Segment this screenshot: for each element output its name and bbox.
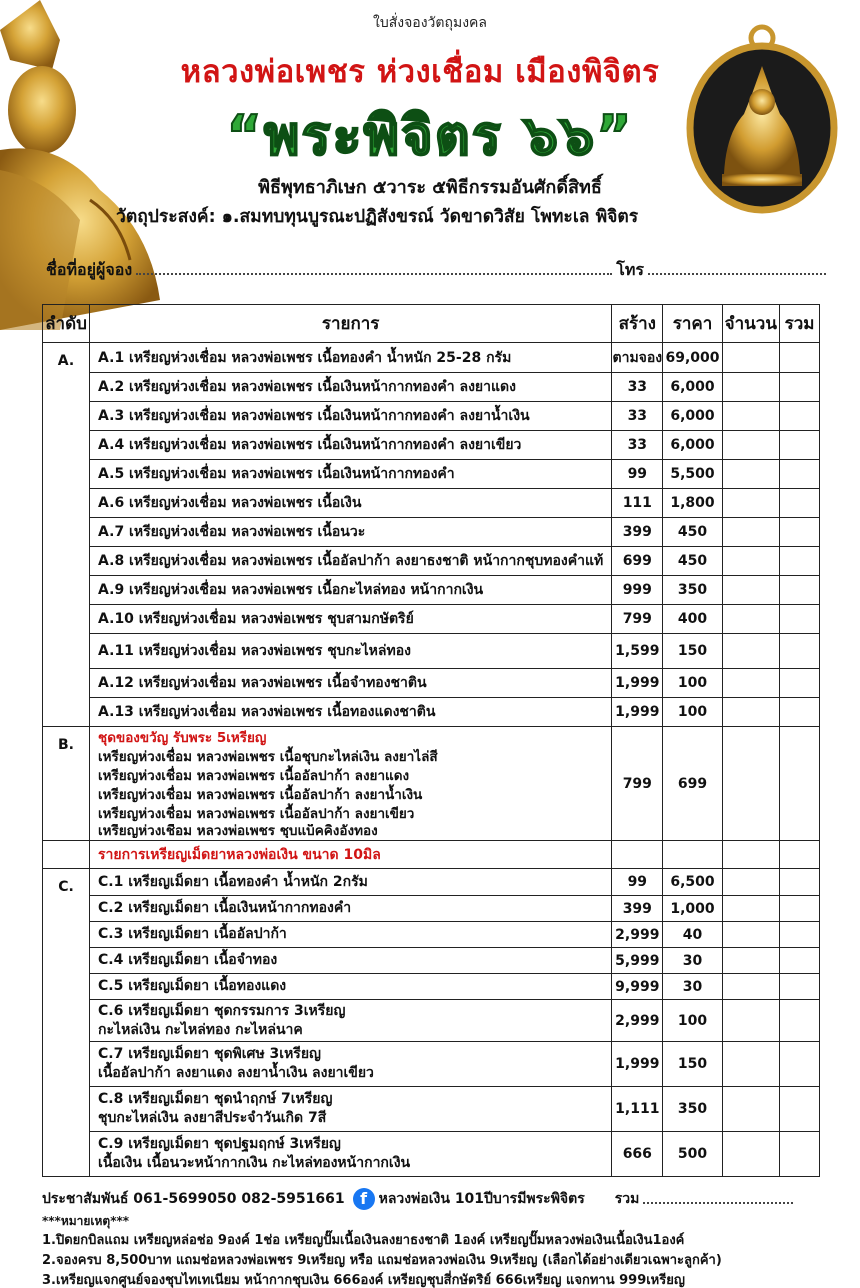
- section-label: B.: [43, 727, 90, 841]
- customer-info-line: [46, 258, 826, 283]
- item-made: 2,999: [612, 1000, 663, 1042]
- quantity-cell[interactable]: [722, 402, 779, 431]
- table-row: [43, 1000, 820, 1042]
- item-made: 399: [612, 518, 663, 547]
- objective-text: วัตถุประสงค์: ๑.สมทบทุนบูรณะปฏิสังขรณ์ วัดขาดวิสัย โพทะเล พิจิตร: [116, 207, 639, 227]
- table-row: [43, 634, 820, 669]
- table-row: [43, 373, 820, 402]
- item-name: A.7 เหรียญห่วงเชื่อม หลวงพ่อเพชร เนื้อนวะ: [90, 518, 612, 547]
- table-header-row: [43, 305, 820, 343]
- total-cell[interactable]: [780, 373, 820, 402]
- section-b: [43, 727, 820, 869]
- table-row: [43, 343, 820, 373]
- item-made: 1,999: [612, 1042, 663, 1087]
- item-name-line: C.9 เหรียญเม็ดยา ชุดปฐมฤกษ์ 3เหรียญ: [98, 1136, 341, 1152]
- total-cell[interactable]: [780, 547, 820, 576]
- quantity-cell[interactable]: [722, 922, 779, 948]
- quantity-cell[interactable]: [722, 698, 779, 727]
- phone-field[interactable]: [648, 263, 826, 275]
- item-made: 799: [612, 605, 663, 634]
- item-name: [90, 896, 612, 922]
- item-name: [90, 869, 612, 896]
- quantity-cell[interactable]: [722, 974, 779, 1000]
- item-name-line: ชุบกะไหล่เงิน ลงยาสีประจำวันเกิด 7สี: [98, 1110, 327, 1126]
- col-header-price: ราคา: [663, 305, 722, 343]
- table-row: [43, 869, 820, 896]
- footer: [42, 1188, 842, 1288]
- total-cell[interactable]: [780, 896, 820, 922]
- total-cell[interactable]: [780, 343, 820, 373]
- table-row: [43, 460, 820, 489]
- item-made: 1,111: [612, 1087, 663, 1132]
- item-made: 2,999: [612, 922, 663, 948]
- temple-title: หลวงพ่อเพชร ห่วงเชื่อม เมืองพิจิตร: [180, 54, 660, 90]
- table-row: [43, 1042, 820, 1087]
- total-cell[interactable]: [780, 634, 820, 669]
- total-cell[interactable]: [780, 922, 820, 948]
- item-name: A.6 เหรียญห่วงเชื่อม หลวงพ่อเพชร เนื้อเงิน: [90, 489, 612, 518]
- item-price: 400: [663, 605, 722, 634]
- form-title: ใบสั่งจองวัตถุมงคล: [373, 15, 487, 31]
- table-row: [43, 547, 820, 576]
- table-row: [43, 518, 820, 547]
- item-price: 699: [663, 727, 722, 841]
- item-price: 150: [663, 1042, 722, 1087]
- table-row: [43, 698, 820, 727]
- section-c-title-row: [43, 841, 820, 869]
- quantity-cell[interactable]: [722, 1087, 779, 1132]
- col-header-quantity: จำนวน: [722, 305, 779, 343]
- item-name: A.9 เหรียญห่วงเชื่อม หลวงพ่อเพชร เนื้อกะไหล่ทอง หน้ากากเงิน: [90, 576, 612, 605]
- item-name: A.11 เหรียญห่วงเชื่อม หลวงพ่อเพชร ชุบกะไหล่ทอง: [90, 634, 612, 669]
- item-name: A.1 เหรียญห่วงเชื่อม หลวงพ่อเพชร เนื้อทองคำ น้ำหนัก 25-28 กรัม: [90, 343, 612, 373]
- amulet-series-title: “พระพิจิตร ๖๖”: [226, 104, 634, 167]
- item-price: 30: [663, 974, 722, 1000]
- item-made: 666: [612, 1132, 663, 1177]
- quantity-cell[interactable]: [722, 518, 779, 547]
- table-row: [43, 1087, 820, 1132]
- item-name-line: C.7 เหรียญเม็ดยา ชุดพิเศษ 3เหรียญ: [98, 1046, 321, 1062]
- table-row: [43, 896, 820, 922]
- item-name-line: เนื้อเงิน เนื้อนวะหน้ากากเงิน กะไหล่ทองหน้ากากเงิน: [98, 1155, 411, 1171]
- section-label: C.: [43, 869, 90, 1177]
- name-address-field[interactable]: [136, 263, 612, 275]
- item-made: 799: [612, 727, 663, 841]
- total-cell[interactable]: [780, 869, 820, 896]
- item-made: 1,599: [612, 634, 663, 669]
- item-made: 9,999: [612, 974, 663, 1000]
- notes-header: ***หมายเหตุ***: [42, 1214, 130, 1228]
- quantity-cell[interactable]: [722, 1042, 779, 1087]
- item-name: A.4 เหรียญห่วงเชื่อม หลวงพ่อเพชร เนื้อเงินหน้ากากทองคำ ลงยาเขียว: [90, 431, 612, 460]
- name-address-label: ชื่อที่อยู่ผู้จอง: [46, 260, 133, 279]
- table-row: [43, 489, 820, 518]
- empty-cell: [612, 841, 663, 869]
- table-row: [43, 669, 820, 698]
- contact-phone: ประชาสัมพันธ์ 061-5699050 082-5951661: [42, 1191, 345, 1207]
- facebook-icon: f: [353, 1188, 375, 1210]
- table-row: [43, 1132, 820, 1177]
- gift-set-line: เหรียญห่วงเชื่อม หลวงพ่อเพชร เนื้ออัลปาก้า ลงยาเขียว: [98, 806, 415, 822]
- item-name: A.3 เหรียญห่วงเชื่อม หลวงพ่อเพชร เนื้อเงินหน้ากากทองคำ ลงยาน้ำเงิน: [90, 402, 612, 431]
- col-header-made: สร้าง: [612, 305, 663, 343]
- table-row: [43, 402, 820, 431]
- empty-cell: [43, 841, 90, 869]
- quantity-cell[interactable]: [722, 576, 779, 605]
- ceremony-text: พิธีพุทธาภิเษก ๕วาระ ๕พิธีกรรมอันศักดิ์สิทธิ์: [258, 177, 602, 198]
- item-price: 350: [663, 576, 722, 605]
- item-name: [90, 948, 612, 974]
- item-name-line: C.5 เหรียญเม็ดยา เนื้อทองแดง: [98, 978, 287, 994]
- item-made: 399: [612, 896, 663, 922]
- item-name: A.5 เหรียญห่วงเชื่อม หลวงพ่อเพชร เนื้อเงินหน้ากากทองคำ: [90, 460, 612, 489]
- item-made: ตามจอง: [612, 343, 663, 373]
- item-made: 1,999: [612, 698, 663, 727]
- grand-total-label: รวม: [614, 1191, 640, 1207]
- item-name: A.10 เหรียญห่วงเชื่อม หลวงพ่อเพชร ชุบสามกษัตริย์: [90, 605, 612, 634]
- contact-line: [42, 1188, 842, 1210]
- facebook-page[interactable]: หลวงพ่อเงิน 101ปีบารมีพระพิจิตร: [378, 1191, 585, 1207]
- quantity-cell[interactable]: [722, 869, 779, 896]
- item-name-line: C.4 เหรียญเม็ดยา เนื้อจำทอง: [98, 952, 278, 968]
- quantity-cell[interactable]: [722, 343, 779, 373]
- quantity-cell[interactable]: [722, 460, 779, 489]
- quantity-cell[interactable]: [722, 431, 779, 460]
- item-price: 40: [663, 922, 722, 948]
- section-label: A.: [43, 343, 90, 727]
- note-2: 2.จองครบ 8,500บาท แถมช่อหลวงพ่อเพชร 9เหรียญ หรือ แถมช่อหลวงพ่อเงิน 9เหรียญ (เลือกได้อย่างเดียวเฉพาะลูกค้า): [42, 1253, 722, 1268]
- item-made: 999: [612, 576, 663, 605]
- col-header-order: ลำดับ: [43, 305, 90, 343]
- table-row: [43, 431, 820, 460]
- item-made: 111: [612, 489, 663, 518]
- total-cell[interactable]: [780, 605, 820, 634]
- table-row: [43, 576, 820, 605]
- item-name: A.13 เหรียญห่วงเชื่อม หลวงพ่อเพชร เนื้อทองแดงชาติน: [90, 698, 612, 727]
- table-row: [43, 605, 820, 634]
- quantity-cell[interactable]: [722, 373, 779, 402]
- total-cell[interactable]: [780, 576, 820, 605]
- item-name: [90, 1087, 612, 1132]
- table-row: [43, 974, 820, 1000]
- item-price: 6,000: [663, 431, 722, 460]
- gift-set-title: ชุดของขวัญ รับพระ 5เหรียญ: [98, 730, 267, 746]
- item-name-line: เนื้ออัลปาก้า ลงยาแดง ลงยาน้ำเงิน ลงยาเขียว: [98, 1065, 374, 1081]
- item-name-line: กะไหล่เงิน กะไหล่ทอง กะไหล่นาค: [98, 1021, 303, 1038]
- empty-cell: [663, 841, 722, 869]
- total-cell[interactable]: [780, 402, 820, 431]
- item-price: 6,000: [663, 402, 722, 431]
- item-made: 33: [612, 373, 663, 402]
- item-price: 450: [663, 518, 722, 547]
- total-cell[interactable]: [780, 460, 820, 489]
- quantity-cell[interactable]: [722, 1132, 779, 1177]
- item-price: 6,500: [663, 869, 722, 896]
- table-row: [43, 948, 820, 974]
- total-cell[interactable]: [780, 1087, 820, 1132]
- quantity-cell[interactable]: [722, 605, 779, 634]
- total-cell[interactable]: [780, 698, 820, 727]
- item-name: A.8 เหรียญห่วงเชื่อม หลวงพ่อเพชร เนื้ออัลปาก้า ลงยาธงชาติ หน้ากากชุบทองคำแท้: [90, 547, 612, 576]
- quantity-cell[interactable]: [722, 634, 779, 669]
- section-c: [43, 869, 820, 1177]
- empty-cell: [722, 841, 779, 869]
- item-price: 5,500: [663, 460, 722, 489]
- quantity-cell[interactable]: [722, 896, 779, 922]
- item-name: [90, 1132, 612, 1177]
- phone-label: โทร: [616, 260, 644, 279]
- note-1: 1.ปิดยกบิลแถม เหรียญหล่อช่อ 9องค์ 1ช่อ เหรียญปั๊มเนื้อเงินลงยาธงชาติ 1องค์ เหรียญปั๊มหลวงพ่อเงินเนื้อเงิน1องค์: [42, 1233, 685, 1248]
- note-3: 3.เหรียญแจกศูนย์จองชุบไทเทเนียม หน้ากากชุบเงิน 666องค์ เหรียญชุบสี่กษัตริย์ 666เหรียญ แจกทาน 999เหรียญ: [42, 1273, 685, 1288]
- item-made: 33: [612, 431, 663, 460]
- item-price: 450: [663, 547, 722, 576]
- item-price: 6,000: [663, 373, 722, 402]
- item-made: 5,999: [612, 948, 663, 974]
- item-name: [90, 1042, 612, 1087]
- item-name-line: C.8 เหรียญเม็ดยา ชุดนำฤกษ์ 7เหรียญ: [98, 1091, 333, 1107]
- total-cell[interactable]: [780, 948, 820, 974]
- item-made: 33: [612, 402, 663, 431]
- item-name-line: C.3 เหรียญเม็ดยา เนื้ออัลปาก้า: [98, 926, 287, 942]
- quantity-cell[interactable]: [722, 948, 779, 974]
- item-made: 1,999: [612, 669, 663, 698]
- col-header-item: รายการ: [90, 305, 612, 343]
- item-name: [90, 922, 612, 948]
- item-price: 350: [663, 1087, 722, 1132]
- item-name: A.12 เหรียญห่วงเชื่อม หลวงพ่อเพชร เนื้อจำทองชาติน: [90, 669, 612, 698]
- total-cell[interactable]: [780, 669, 820, 698]
- item-price: 500: [663, 1132, 722, 1177]
- total-cell[interactable]: [780, 974, 820, 1000]
- item-name: [90, 1000, 612, 1042]
- gift-set-line: เหรียญห่วงเชื่อม หลวงพ่อเพชร เนื้อชุบกะไหล่เงิน ลงยาไล่สี: [98, 749, 438, 765]
- gift-set-line: เหรียญห่วงเชื่อม หลวงพ่อเพชร ชุบแบ็คคิงอังทอง: [98, 824, 378, 838]
- gift-set-line: เหรียญห่วงเชื่อม หลวงพ่อเพชร เนื้ออัลปาก้า ลงยาแดง: [98, 768, 410, 784]
- section-a: [43, 343, 820, 727]
- grand-total-field[interactable]: [643, 1194, 793, 1204]
- table-row: [43, 727, 820, 841]
- item-price: 100: [663, 698, 722, 727]
- empty-cell: [780, 841, 820, 869]
- section-c-title: รายการเหรียญเม็ดยาหลวงพ่อเงิน ขนาด 10มิล: [90, 841, 612, 869]
- quantity-cell[interactable]: [722, 1000, 779, 1042]
- order-table: [42, 304, 820, 1177]
- item-price: 100: [663, 1000, 722, 1042]
- total-cell[interactable]: [780, 518, 820, 547]
- total-cell[interactable]: [780, 1042, 820, 1087]
- item-name: [90, 727, 612, 841]
- item-name-line: C.2 เหรียญเม็ดยา เนื้อเงินหน้ากากทองคำ: [98, 900, 352, 916]
- quantity-cell[interactable]: [722, 727, 779, 841]
- item-name-line: C.1 เหรียญเม็ดยา เนื้อทองคำ น้ำหนัก 2กรัม: [98, 873, 368, 890]
- total-cell[interactable]: [780, 727, 820, 841]
- item-price: 1,800: [663, 489, 722, 518]
- item-price: 150: [663, 634, 722, 669]
- item-made: 699: [612, 547, 663, 576]
- col-header-total: รวม: [780, 305, 820, 343]
- item-name: A.2 เหรียญห่วงเชื่อม หลวงพ่อเพชร เนื้อเงินหน้ากากทองคำ ลงยาแดง: [90, 373, 612, 402]
- item-name-line: C.6 เหรียญเม็ดยา ชุดกรรมการ 3เหรียญ: [98, 1002, 346, 1019]
- total-cell[interactable]: [780, 431, 820, 460]
- item-price: 100: [663, 669, 722, 698]
- item-made: 99: [612, 460, 663, 489]
- item-price: 69,000: [663, 343, 722, 373]
- total-cell[interactable]: [780, 1000, 820, 1042]
- item-made: 99: [612, 869, 663, 896]
- item-price: 1,000: [663, 896, 722, 922]
- total-cell[interactable]: [780, 489, 820, 518]
- quantity-cell[interactable]: [722, 547, 779, 576]
- item-price: 30: [663, 948, 722, 974]
- total-cell[interactable]: [780, 1132, 820, 1177]
- table-row: [43, 922, 820, 948]
- quantity-cell[interactable]: [722, 489, 779, 518]
- quantity-cell[interactable]: [722, 669, 779, 698]
- gift-set-line: เหรียญห่วงเชื่อม หลวงพ่อเพชร เนื้ออัลปาก้า ลงยาน้ำเงิน: [98, 787, 423, 803]
- item-name: [90, 974, 612, 1000]
